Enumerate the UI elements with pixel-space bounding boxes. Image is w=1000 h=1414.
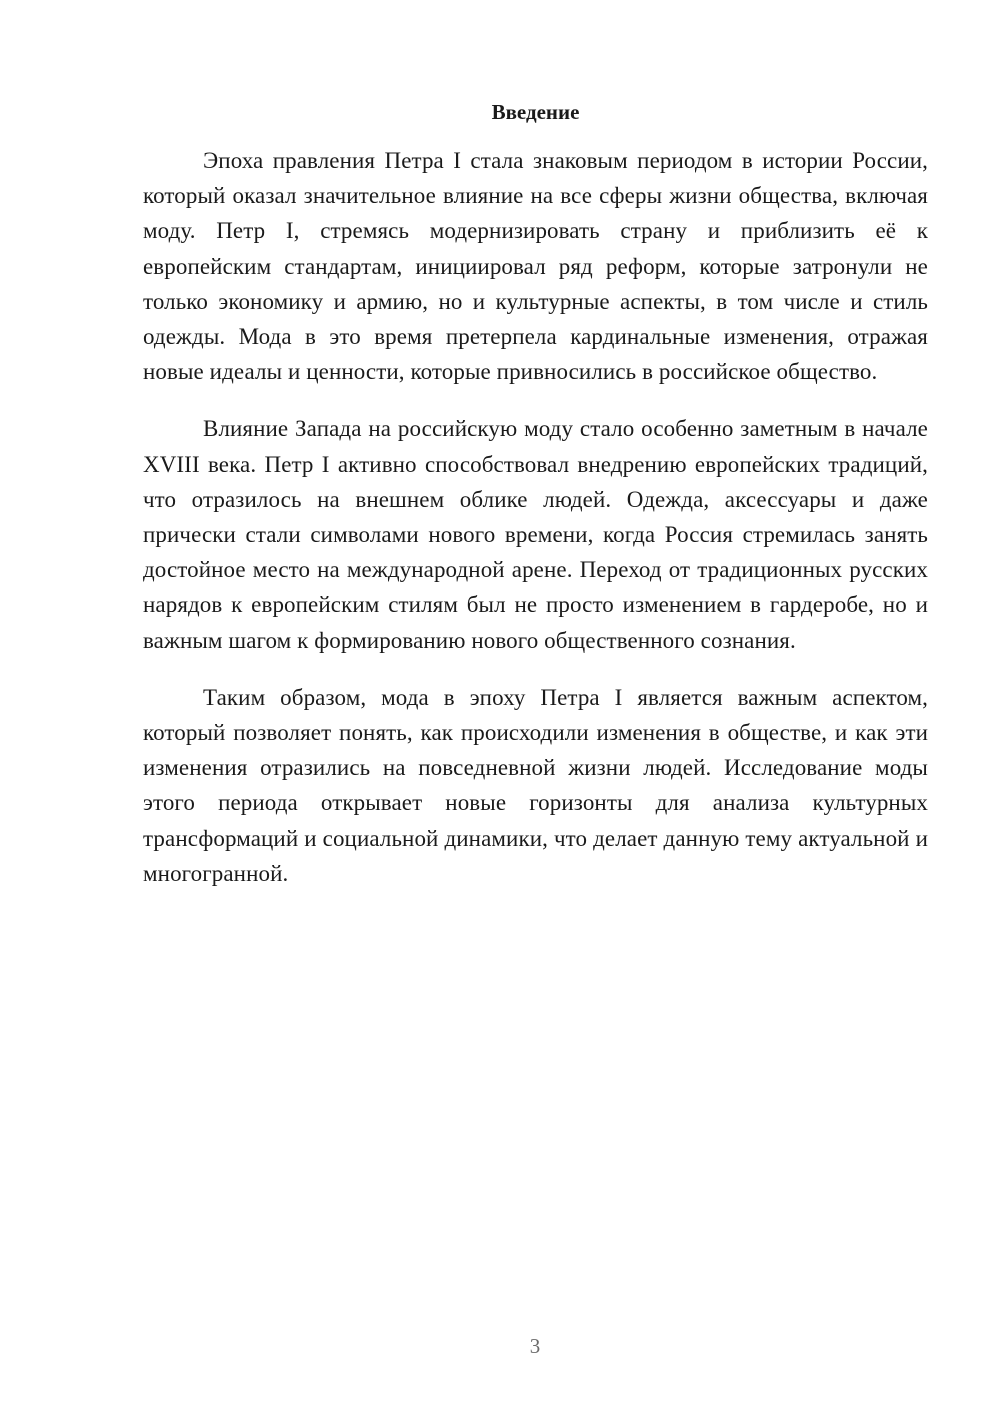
paragraph-2: Влияние Запада на российскую моду стало особенно заметным в начале XVIII века. Петр I активно способствовал внедрению европейских традиций, что отразилось на внешнем облике людей. Одежда, аксессуары и даже прически стали символами нового времени, когда Россия стремилась занять достойное место на международной арене. Переход от традиционных русских нарядов к европейским стилям был не просто изменением в гардеробе, но и важным шагом к формированию нового общественного сознания. bbox=[143, 416, 928, 653]
document-body bbox=[143, 143, 928, 913]
paragraph-1: Эпоха правления Петра I стала знаковым периодом в истории России, который оказал значительное влияние на все сферы жизни общества, включая моду. Петр I, стремясь модернизировать страну и приблизить её к европейским стандартам, инициировал ряд реформ, которые затронули не только экономику и армию, но и культурные аспекты, в том числе и стиль одежды. Мода в это время претерпела кардинальные изменения, отражая новые идеалы и ценности, которые привносились в российское общество. bbox=[143, 148, 928, 385]
paragraph-3: Таким образом, мода в эпоху Петра I является важным аспектом, который позволяет понять, как происходили изменения в обществе, и как эти изменения отразились на повседневной жизни людей. Исследование моды этого периода открывает новые горизонты для анализа культурных трансформаций и социальной динамики, что делает данную тему актуальной и многогранной. bbox=[143, 684, 928, 886]
page-number: 3 bbox=[529, 1334, 541, 1358]
section-heading: Введение bbox=[491, 100, 580, 124]
